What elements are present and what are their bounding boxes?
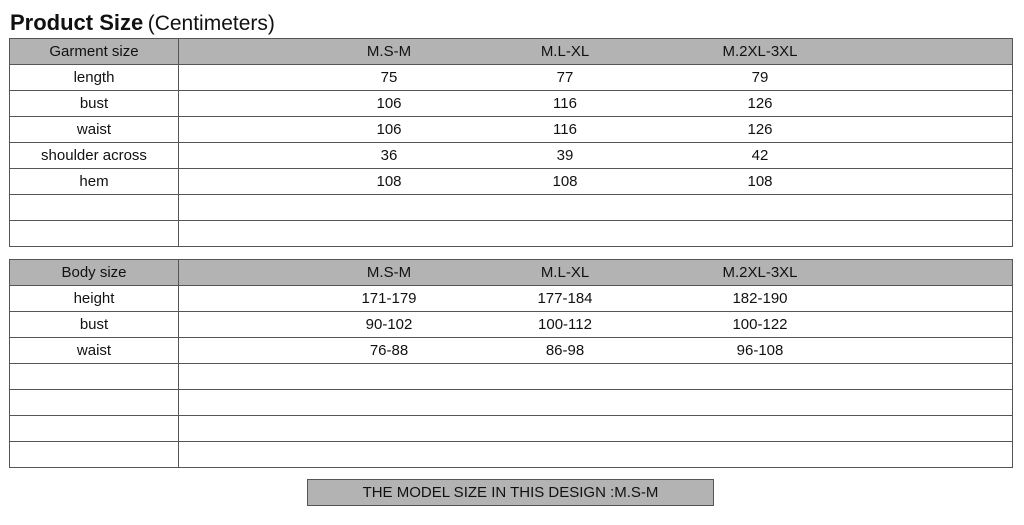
empty-cell xyxy=(179,390,1013,416)
size-value: 126 xyxy=(747,95,773,112)
row-values xyxy=(179,65,1013,91)
row-label: bust xyxy=(10,91,179,117)
body-row-bust xyxy=(10,312,1013,338)
size-value: 76-88 xyxy=(369,342,409,359)
title-unit: (Centimeters) xyxy=(147,12,275,35)
empty-cell xyxy=(179,221,1013,247)
size-value: 100-122 xyxy=(732,316,788,333)
body-row-waist xyxy=(10,338,1013,364)
empty-row xyxy=(10,416,1013,442)
empty-row xyxy=(10,390,1013,416)
size-value: 90-102 xyxy=(365,316,413,333)
size-value: 100-112 xyxy=(538,316,592,333)
empty-cell xyxy=(10,416,179,442)
size-value: 171-179 xyxy=(361,290,417,307)
size-value: 106 xyxy=(376,95,402,112)
row-label: waist xyxy=(10,117,179,143)
row-values xyxy=(179,91,1013,117)
size-value: 116 xyxy=(553,95,577,112)
empty-cell xyxy=(10,390,179,416)
page-title xyxy=(10,9,275,37)
row-label: bust xyxy=(10,312,179,338)
body-column-header: M.2XL-3XL xyxy=(722,264,798,281)
size-value: 177-184 xyxy=(537,290,593,307)
empty-cell xyxy=(179,195,1013,221)
row-label: shoulder across xyxy=(10,143,179,169)
body-row-height xyxy=(10,286,1013,312)
body-size-table xyxy=(9,259,1013,468)
empty-row xyxy=(10,195,1013,221)
size-value: 108 xyxy=(376,173,402,190)
empty-cell xyxy=(179,416,1013,442)
garment-header-label: Garment size xyxy=(10,39,179,65)
garment-column-header: M.L-XL xyxy=(540,43,590,60)
row-label: height xyxy=(10,286,179,312)
size-value: 182-190 xyxy=(732,290,788,307)
size-value: 108 xyxy=(552,173,578,190)
size-value: 42 xyxy=(751,147,769,164)
row-label: hem xyxy=(10,169,179,195)
row-values xyxy=(179,169,1013,195)
garment-column-header: M.2XL-3XL xyxy=(722,43,798,60)
size-value: 116 xyxy=(553,121,577,138)
row-values xyxy=(179,312,1013,338)
empty-cell xyxy=(10,364,179,390)
empty-cell xyxy=(179,442,1013,468)
garment-row-length xyxy=(10,65,1013,91)
garment-header-row xyxy=(10,39,1013,65)
size-value: 77 xyxy=(556,69,574,86)
garment-row-bust xyxy=(10,91,1013,117)
empty-cell xyxy=(10,442,179,468)
garment-column-header: M.S-M xyxy=(366,43,412,60)
size-value: 39 xyxy=(556,147,574,164)
size-value: 126 xyxy=(747,121,773,138)
row-label: length xyxy=(10,65,179,91)
garment-row-hem xyxy=(10,169,1013,195)
empty-row xyxy=(10,442,1013,468)
size-value: 79 xyxy=(751,69,769,86)
size-value: 108 xyxy=(747,173,773,190)
empty-cell xyxy=(10,195,179,221)
size-value: 106 xyxy=(376,121,402,138)
row-values xyxy=(179,117,1013,143)
model-size-note: THE MODEL SIZE IN THIS DESIGN :M.S-M xyxy=(307,479,714,506)
empty-row xyxy=(10,221,1013,247)
row-values xyxy=(179,338,1013,364)
size-value: 75 xyxy=(380,69,398,86)
empty-row xyxy=(10,364,1013,390)
garment-size-table xyxy=(9,38,1013,247)
garment-row-waist xyxy=(10,117,1013,143)
title-main: Product Size xyxy=(10,10,144,35)
body-column-header: M.S-M xyxy=(366,264,412,281)
body-header-row xyxy=(10,260,1013,286)
empty-cell xyxy=(10,221,179,247)
empty-cell xyxy=(179,364,1013,390)
row-values xyxy=(179,143,1013,169)
size-value: 96-108 xyxy=(736,342,784,359)
body-header-values xyxy=(179,260,1013,286)
row-label: waist xyxy=(10,338,179,364)
size-value: 86-98 xyxy=(545,342,585,359)
garment-header-values xyxy=(179,39,1013,65)
row-values xyxy=(179,286,1013,312)
garment-row-shoulder-across xyxy=(10,143,1013,169)
size-value: 36 xyxy=(380,147,398,164)
body-column-header: M.L-XL xyxy=(540,264,590,281)
body-header-label: Body size xyxy=(10,260,179,286)
